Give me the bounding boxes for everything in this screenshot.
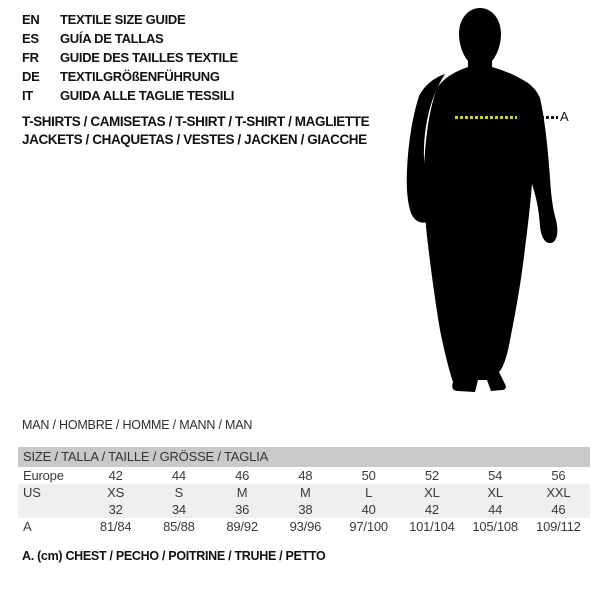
- size-cell: 52: [424, 468, 439, 483]
- chest-measure-line-outer: [541, 116, 558, 119]
- category-tshirts: T-SHIRTS / CAMISETAS / T-SHIRT / T-SHIRT / MAGLIETTE: [22, 114, 370, 129]
- language-row-es: [22, 29, 238, 48]
- language-label: TEXTILGRÖßENFÜHRUNG: [60, 69, 220, 84]
- row-label: [18, 501, 84, 518]
- size-cell: 38: [298, 502, 313, 517]
- size-cell: 42: [108, 468, 123, 483]
- language-row-it: [22, 86, 238, 105]
- chest-measure-line-inner: [455, 116, 517, 119]
- language-code: EN: [22, 12, 40, 27]
- size-cell: 44: [171, 468, 186, 483]
- language-row-en: [22, 10, 238, 29]
- section-title-man: MAN / HOMBRE / HOMME / MANN / MAN: [22, 418, 253, 432]
- size-cell: M: [300, 485, 311, 500]
- size-cell: 50: [361, 468, 376, 483]
- size-cell: 89/92: [226, 519, 258, 534]
- language-label: GUÍA DE TALLAS: [60, 31, 164, 46]
- size-cell: 101/104: [409, 519, 455, 534]
- size-cell: 46: [235, 468, 250, 483]
- size-cell: L: [365, 485, 373, 500]
- table-row-europe: [18, 467, 590, 484]
- size-cell: 46: [551, 502, 566, 517]
- table-row-chest-cm: [18, 518, 590, 535]
- size-cell: 40: [361, 502, 376, 517]
- size-cell: XXL: [546, 485, 571, 500]
- size-cell: 48: [298, 468, 313, 483]
- size-cell: 42: [424, 502, 439, 517]
- man-silhouette-icon: [395, 0, 600, 410]
- size-cell: XL: [424, 485, 440, 500]
- language-label: GUIDE DES TAILLES TEXTILE: [60, 50, 238, 65]
- size-cell: 93/96: [289, 519, 322, 534]
- size-cell: 56: [551, 468, 566, 483]
- row-label: US: [23, 485, 41, 500]
- size-cell: 97/100: [349, 519, 388, 534]
- size-cell: XL: [487, 485, 503, 500]
- category-list: [22, 113, 369, 149]
- size-cell: 32: [108, 502, 123, 517]
- size-cell: 54: [488, 468, 503, 483]
- row-label: A: [23, 519, 32, 534]
- size-cell: 44: [488, 502, 503, 517]
- row-label: Europe: [23, 468, 64, 483]
- size-cell: 36: [235, 502, 250, 517]
- language-row-de: [22, 67, 238, 86]
- table-row-us: [18, 484, 590, 501]
- size-cell: 85/88: [163, 519, 195, 534]
- measurement-footnote: A. (cm) CHEST / PECHO / POITRINE / TRUHE / PETTO: [22, 549, 326, 563]
- size-cell: 81/84: [99, 519, 132, 534]
- man-silhouette-figure: [395, 0, 600, 410]
- size-cell: S: [174, 485, 184, 500]
- size-cell: 109/112: [536, 519, 581, 534]
- category-jackets: JACKETS / CHAQUETAS / VESTES / JACKEN / GIACCHE: [22, 132, 367, 147]
- size-cell: M: [236, 485, 248, 500]
- language-code: IT: [22, 88, 33, 103]
- language-code: ES: [22, 31, 39, 46]
- size-cell: XS: [107, 485, 125, 500]
- size-table: [18, 447, 590, 535]
- size-table-header: SIZE / TALLA / TAILLE / GRÖSSE / TAGLIA: [18, 447, 590, 467]
- size-cell: 105/108: [472, 519, 518, 534]
- language-list: [22, 10, 238, 105]
- size-cell: 34: [171, 502, 186, 517]
- table-row-numeric: [18, 501, 590, 518]
- language-label: GUIDA ALLE TAGLIE TESSILI: [60, 88, 235, 103]
- language-row-fr: [22, 48, 238, 67]
- language-label: TEXTILE SIZE GUIDE: [60, 12, 186, 27]
- language-code: FR: [22, 50, 39, 65]
- measure-label-a: A: [560, 109, 569, 124]
- language-code: DE: [22, 69, 40, 84]
